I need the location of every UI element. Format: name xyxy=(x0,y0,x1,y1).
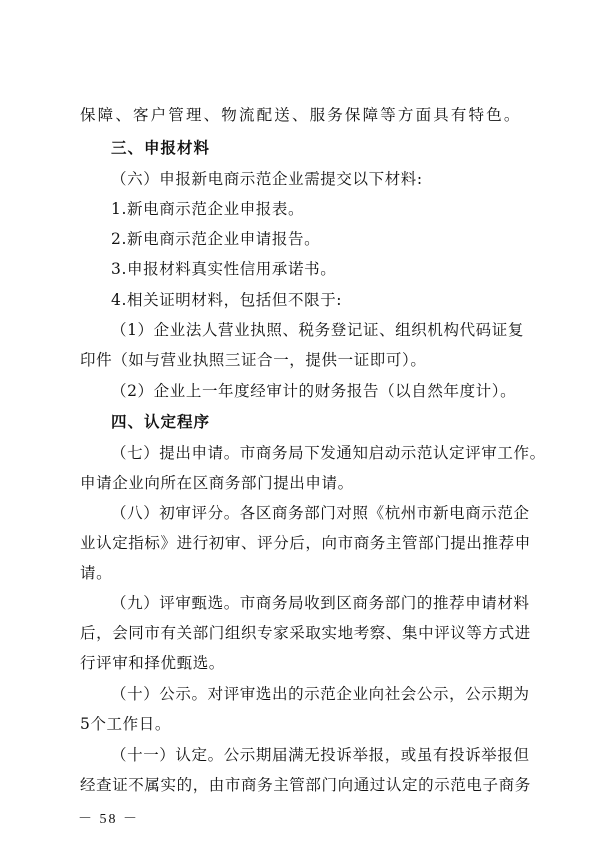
list-item: 4.相关证明材料，包括但不限于: xyxy=(111,291,343,309)
paragraph-line: 印件（如与营业执照三证合一，提供一证即可）。 xyxy=(80,351,427,369)
paragraph-line: （九）评审甄选。市商务局收到区商务部门的推荐申请材料 xyxy=(111,594,530,612)
page-number: － 58 － xyxy=(78,812,139,827)
paragraph-line: 后，会同市有关部门组织专家采取实地考察、集中评议等方式进 xyxy=(80,624,531,642)
paragraph-line: （八）初审评分。各区商务部门对照《杭州市新电商示范企 xyxy=(111,504,530,522)
list-item: 1.新电商示范企业申报表。 xyxy=(111,200,305,218)
paragraph-line: 行评审和择优甄选。 xyxy=(80,654,225,672)
section-heading: 四、认定程序 xyxy=(111,413,211,431)
paragraph-line: （1）企业法人营业执照、税务登记证、组织机构代码证复 xyxy=(111,321,524,339)
paragraph-line: （十）公示。对评审选出的示范企业向社会公示，公示期为 xyxy=(111,685,530,703)
paragraph-line: （七）提出申请。市商务局下发通知启动示范认定评审工作。 xyxy=(111,444,546,462)
paragraph-line: 请。 xyxy=(80,564,113,582)
paragraph-line: 经查证不属实的，由市商务主管部门向通过认定的示范电子商务 xyxy=(80,776,531,794)
paragraph-line: （十一）认定。公示期届满无投诉举报，或虽有投诉举报但 xyxy=(111,746,530,764)
list-item: 3.申报材料真实性信用承诺书。 xyxy=(111,260,337,278)
list-item: 2.新电商示范企业申请报告。 xyxy=(111,230,321,248)
paragraph-line: 保障、客户管理、物流配送、服务保障等方面具有特色。 xyxy=(80,106,520,124)
section-heading: 三、申报材料 xyxy=(111,139,211,157)
paragraph-line: （六）申报新电商示范企业需提交以下材料: xyxy=(111,170,423,188)
paragraph-line: 申请企业向所在区商务部门提出申请。 xyxy=(80,474,354,492)
paragraph-line: 业认定指标》进行初审、评分后，向市商务主管部门提出推荐申 xyxy=(80,534,531,552)
paragraph-line: 5个工作日。 xyxy=(80,715,171,733)
paragraph-line: （2）企业上一年度经审计的财务报告（以自然年度计）。 xyxy=(111,382,517,400)
